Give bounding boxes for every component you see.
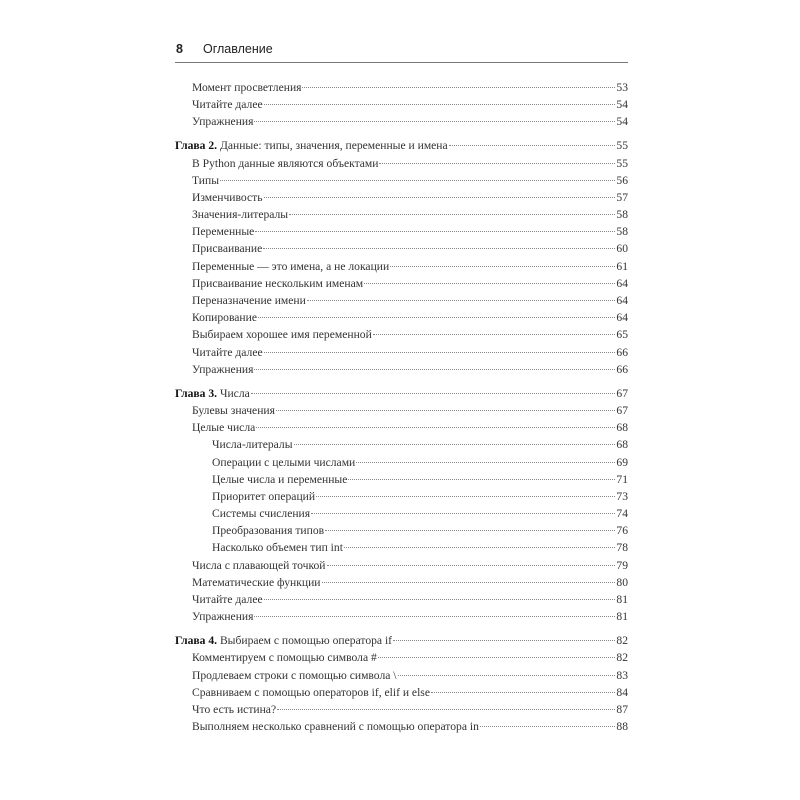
toc-entry[interactable] <box>175 361 628 378</box>
entry-title <box>212 436 293 453</box>
dot-leader <box>379 163 615 164</box>
entry-page-number: 73 <box>616 489 628 503</box>
entry-title-text: Насколько объемен тип int <box>212 541 343 555</box>
entry-title-text: Присваивание <box>192 242 263 256</box>
toc-entry[interactable] <box>175 258 628 275</box>
dot-leader <box>373 334 616 335</box>
toc-entry[interactable] <box>175 172 628 189</box>
toc-entry[interactable] <box>175 539 628 556</box>
toc-entry[interactable] <box>175 701 628 718</box>
toc-entry[interactable] <box>175 608 628 625</box>
entry-title <box>192 591 263 608</box>
entry-title <box>175 137 448 154</box>
entry-page-number: 82 <box>616 651 628 665</box>
entry-page-number: 81 <box>616 610 628 624</box>
entry-page-number: 80 <box>616 575 628 589</box>
entry-title <box>192 223 254 240</box>
dot-leader <box>398 675 616 676</box>
toc-entry[interactable] <box>175 684 628 701</box>
toc-entry[interactable] <box>175 96 628 113</box>
entry-title <box>192 402 275 419</box>
dot-leader <box>254 369 615 370</box>
entry-title <box>192 608 253 625</box>
toc-entry[interactable] <box>175 454 628 471</box>
entry-title-text: Математические функции <box>192 575 321 589</box>
entry-title <box>192 79 301 96</box>
entry-title <box>175 385 250 402</box>
toc-entry[interactable] <box>175 113 628 130</box>
entry-title <box>192 701 276 718</box>
toc-entry[interactable] <box>175 402 628 419</box>
toc-entry[interactable] <box>175 574 628 591</box>
entry-page-number: 84 <box>616 685 628 699</box>
entry-page-number: 83 <box>616 668 628 682</box>
dot-leader <box>289 214 615 215</box>
dot-leader <box>251 393 616 394</box>
entry-page-number: 54 <box>616 98 628 112</box>
dot-leader <box>480 726 616 727</box>
dot-leader <box>431 692 615 693</box>
entry-title-text: Преобразования типов <box>212 524 325 538</box>
entry-title <box>192 361 253 378</box>
chapter-label: Глава 3. <box>175 386 218 400</box>
dot-leader <box>378 657 616 658</box>
entry-title-text: Что есть истина? <box>192 702 277 716</box>
entry-title <box>192 96 263 113</box>
entry-title-text: Целые числа и переменные <box>212 472 348 486</box>
entry-page-number: 67 <box>616 386 628 400</box>
dot-leader <box>276 410 615 411</box>
entry-page-number: 74 <box>616 507 628 521</box>
dot-leader <box>254 616 615 617</box>
toc-chapter-entry[interactable] <box>175 632 628 649</box>
entry-title-text: Приоритет операций <box>212 489 316 503</box>
entry-title-text: Копирование <box>192 311 257 325</box>
dot-leader <box>327 565 616 566</box>
toc-entry[interactable] <box>175 667 628 684</box>
entry-title <box>192 684 430 701</box>
entry-title-text: Переменные <box>192 225 255 239</box>
dot-leader <box>302 87 615 88</box>
entry-page-number: 68 <box>616 421 628 435</box>
entry-title-text: Момент просветления <box>192 81 302 94</box>
entry-title-text: Упражнения <box>192 610 254 624</box>
entry-title-text: Читайте далее <box>192 98 263 112</box>
toc-entry[interactable] <box>175 79 628 96</box>
entry-title-text: В Python данные являются объектами <box>192 156 379 170</box>
entry-title-text: Типы <box>192 173 219 187</box>
toc-entry[interactable] <box>175 326 628 343</box>
entry-title-text: Изменчивость <box>192 190 263 204</box>
dot-leader <box>294 444 616 445</box>
entry-page-number: 60 <box>616 242 628 256</box>
entry-title-text: Присваивание нескольким именам <box>192 276 364 290</box>
toc-entry[interactable] <box>175 649 628 666</box>
entry-title <box>192 275 363 292</box>
entry-page-number: 87 <box>616 702 628 716</box>
dot-leader <box>277 709 615 710</box>
toc-entry[interactable] <box>175 505 628 522</box>
entry-page-number: 55 <box>616 156 628 170</box>
dot-leader <box>258 317 615 318</box>
entry-title <box>192 113 253 130</box>
entry-title <box>192 649 377 666</box>
dot-leader <box>264 197 616 198</box>
entry-title-text: Переназначение имени <box>192 294 306 308</box>
entry-title <box>212 454 355 471</box>
entry-title <box>212 522 324 539</box>
entry-title <box>192 189 263 206</box>
entry-title <box>192 574 321 591</box>
entry-page-number: 71 <box>616 472 628 486</box>
dot-leader <box>256 427 615 428</box>
entry-title <box>192 240 262 257</box>
toc-entry[interactable] <box>175 206 628 223</box>
toc-entry[interactable] <box>175 557 628 574</box>
dot-leader <box>390 266 615 267</box>
toc-entry[interactable] <box>175 419 628 436</box>
entry-title-text: Целые числа <box>192 421 256 435</box>
entry-title <box>212 539 343 556</box>
running-header <box>175 42 628 63</box>
entry-page-number: 64 <box>616 311 628 325</box>
entry-page-number: 55 <box>616 139 628 153</box>
entry-title <box>192 292 306 309</box>
toc-entry[interactable] <box>175 591 628 608</box>
entry-title <box>192 155 378 172</box>
entry-title <box>192 419 255 436</box>
dot-leader <box>356 462 615 463</box>
dot-leader <box>348 479 615 480</box>
page-number: 8 <box>176 42 183 56</box>
entry-title-text: Данные: типы, значения, переменные и имена <box>219 139 448 153</box>
dot-leader <box>316 496 615 497</box>
entry-page-number: 53 <box>616 81 628 94</box>
toc-chapter-entry[interactable] <box>175 137 628 154</box>
dot-leader <box>254 121 615 122</box>
entry-page-number: 65 <box>616 328 628 342</box>
entry-page-number: 57 <box>616 190 628 204</box>
chapter-label: Глава 2. <box>175 139 218 153</box>
entry-title <box>192 344 263 361</box>
entry-title-text: Упражнения <box>192 115 254 129</box>
entry-page-number: 61 <box>616 259 628 273</box>
entry-title-text: Числа-литералы <box>212 438 293 452</box>
toc-entry[interactable] <box>175 275 628 292</box>
dot-leader <box>220 180 615 181</box>
entry-page-number: 58 <box>616 225 628 239</box>
entry-title-text: Системы счисления <box>212 507 311 521</box>
entry-title <box>175 632 392 649</box>
dot-leader <box>393 640 615 641</box>
toc-entry[interactable] <box>175 522 628 539</box>
entry-title-text: Комментируем с помощью символа # <box>192 651 377 665</box>
dot-leader <box>325 530 615 531</box>
entry-title-text: Числа <box>219 386 250 400</box>
entry-title <box>192 309 257 326</box>
toc-entry[interactable] <box>175 344 628 361</box>
entry-page-number: 79 <box>616 558 628 572</box>
toc-entry[interactable] <box>175 223 628 240</box>
toc-entry[interactable] <box>175 718 628 735</box>
entry-title-text: Выполняем несколько сравнений с помощью оператора in <box>192 720 479 734</box>
entry-page-number: 88 <box>616 720 628 734</box>
entry-title <box>192 326 372 343</box>
toc-entry[interactable] <box>175 309 628 326</box>
entry-title <box>192 718 479 735</box>
toc-entry[interactable] <box>175 471 628 488</box>
dot-leader <box>449 145 616 146</box>
entry-title <box>212 471 347 488</box>
entry-title <box>192 557 326 574</box>
entry-page-number: 54 <box>616 115 628 129</box>
entry-title-text: Булевы значения <box>192 403 275 417</box>
entry-page-number: 58 <box>616 208 628 222</box>
entry-title-text: Значения-литералы <box>192 208 289 222</box>
toc-entry[interactable] <box>175 488 628 505</box>
entry-title-text: Выбираем хорошее имя переменной <box>192 328 372 342</box>
entry-title <box>192 667 397 684</box>
toc-entry[interactable] <box>175 155 628 172</box>
entry-title-text: Числа с плавающей точкой <box>192 558 326 572</box>
entry-page-number: 66 <box>616 345 628 359</box>
dot-leader <box>307 300 616 301</box>
entry-title <box>192 172 219 189</box>
entry-title <box>192 258 389 275</box>
chapter-label: Глава 4. <box>175 634 218 648</box>
entry-page-number: 64 <box>616 294 628 308</box>
entry-page-number: 82 <box>616 634 628 648</box>
entry-title-text: Читайте далее <box>192 345 263 359</box>
entry-page-number: 81 <box>616 593 628 607</box>
entry-title-text: Читайте далее <box>192 593 263 607</box>
entry-title-text: Переменные — это имена, а не локации <box>192 259 390 273</box>
entry-page-number: 68 <box>616 438 628 452</box>
entry-title-text: Продлеваем строки с помощью символа \ <box>192 668 397 682</box>
entry-page-number: 56 <box>616 173 628 187</box>
dot-leader <box>344 547 615 548</box>
dot-leader <box>364 283 615 284</box>
entry-page-number: 64 <box>616 276 628 290</box>
entry-title-text: Выбираем с помощью оператора if <box>219 634 393 648</box>
dot-leader <box>322 582 616 583</box>
entry-page-number: 66 <box>616 362 628 376</box>
dot-leader <box>264 599 616 600</box>
entry-title-text: Операции с целыми числами <box>212 455 356 469</box>
dot-leader <box>263 248 615 249</box>
entry-page-number: 78 <box>616 541 628 555</box>
entry-title <box>212 505 310 522</box>
toc-chapter-entry[interactable] <box>175 385 628 402</box>
entry-title <box>212 488 315 505</box>
dot-leader <box>264 352 616 353</box>
dot-leader <box>264 104 616 105</box>
header-title: Оглавление <box>203 42 273 56</box>
entry-page-number: 76 <box>616 524 628 538</box>
entry-title <box>192 206 288 223</box>
dot-leader <box>255 231 615 232</box>
toc-entry[interactable] <box>175 189 628 206</box>
entry-page-number: 67 <box>616 403 628 417</box>
entry-title-text: Сравниваем с помощью операторов if, elif и else <box>192 685 430 699</box>
entry-page-number: 69 <box>616 455 628 469</box>
dot-leader <box>311 513 615 514</box>
toc-entry[interactable] <box>175 292 628 309</box>
toc-entry[interactable] <box>175 240 628 257</box>
table-of-contents <box>175 79 628 735</box>
entry-title-text: Упражнения <box>192 362 254 376</box>
toc-entry[interactable] <box>175 436 628 453</box>
